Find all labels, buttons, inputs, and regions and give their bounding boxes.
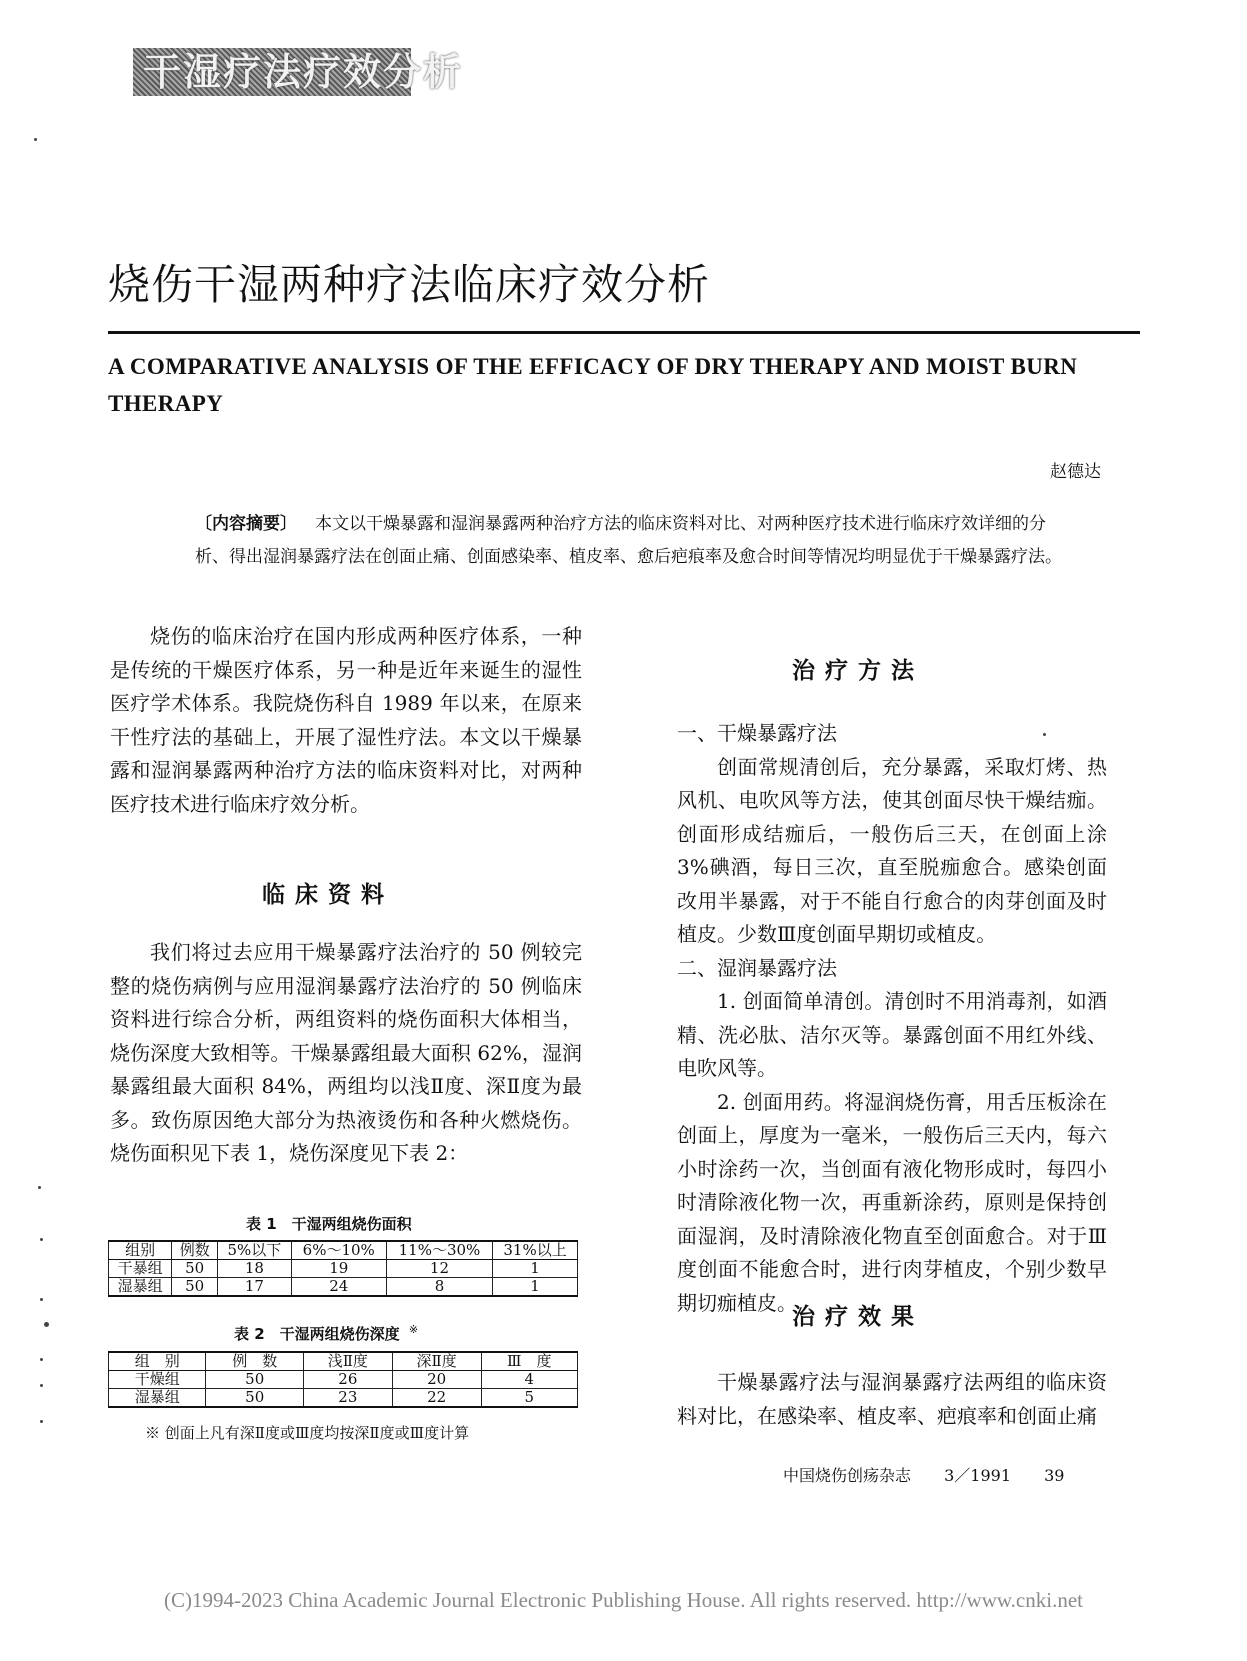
- english-title: A COMPARATIVE ANALYSIS OF THE EFFICACY OF DRY THERAPY AND MOIST BURN THERAPY: [108, 354, 1078, 416]
- scan-speck: [44, 1322, 49, 1327]
- heading-clinical-data: 临床资料: [262, 882, 394, 908]
- table-cell: 20: [392, 1371, 481, 1389]
- table-row: [109, 1371, 578, 1389]
- scan-speck: [40, 1298, 43, 1301]
- table-header-row: [109, 1241, 578, 1260]
- author-name: 赵德达: [1050, 462, 1101, 482]
- intro-paragraph: [110, 620, 582, 821]
- moist-step-1: 1. 创面简单清创。清创时不用消毒剂，如酒精、洗必肽、洁尔灭等。暴露创面不用红外线、电吹风等。: [677, 989, 1107, 1080]
- table-header-cell: 浅Ⅱ度: [303, 1352, 392, 1371]
- table-cell: 19: [291, 1260, 386, 1278]
- table-cell: 18: [218, 1260, 292, 1278]
- table-header-cell: 5%以下: [218, 1241, 292, 1260]
- table-cell: 26: [303, 1371, 392, 1389]
- heading-treatment-methods: 治疗方法: [792, 658, 924, 684]
- table2-caption-text: 表 2 干湿两组烧伤深度: [234, 1325, 400, 1343]
- table-header-row: [109, 1352, 578, 1371]
- moist-therapy-heading: 二、湿润暴露疗法: [677, 955, 837, 980]
- article-title: 烧伤干湿两种疗法临床疗效分析: [108, 260, 711, 309]
- scan-speck: [40, 1384, 43, 1387]
- moist-step-2: 2. 创面用药。将湿润烧伤膏，用舌压板涂在创面上，厚度为一毫米，一般伤后三天内，每六小时涂药一次，当创面有液化物形成时，每四小时清除液化物一次，再重新涂药，原则是保持创面湿润，及时清除液化物直至创面愈合。对于Ⅲ度创面不能愈合时，进行肉芽植皮，个别少数早期切痂植皮。: [677, 1089, 1107, 1315]
- table-cell: 50: [206, 1389, 303, 1408]
- table1-burn-area: [108, 1240, 578, 1297]
- section-banner: 干湿疗法疗效分析: [133, 48, 411, 96]
- table-cell: 50: [206, 1371, 303, 1389]
- table2-caption: [234, 1323, 418, 1344]
- scan-speck: [34, 138, 37, 141]
- table-header-cell: 11%～30%: [386, 1241, 492, 1260]
- abstract-text: 本文以干燥暴露和湿润暴露两种治疗方法的临床资料对比、对两种医疗技术进行临床疗效详细的分析、得出湿润暴露疗法在创面止痛、创面感染率、植皮率、愈后疤痕率及愈合时间等情况均明显优于干燥暴露疗法。: [195, 514, 1062, 567]
- table-header-cell: Ⅲ 度: [481, 1352, 578, 1371]
- table-cell: 50: [172, 1260, 218, 1278]
- table-cell: 24: [291, 1278, 386, 1297]
- table-cell: 5: [481, 1389, 578, 1408]
- table-cell: 22: [392, 1389, 481, 1408]
- journal-name: 中国烧伤创疡杂志: [783, 1466, 912, 1485]
- table2-caption-mark: ※: [408, 1323, 419, 1336]
- table-header-cell: 例数: [172, 1241, 218, 1260]
- abstract-label: 〔内容摘要〕: [195, 514, 297, 534]
- scan-speck: [40, 1420, 43, 1423]
- table2-burn-depth: [108, 1351, 578, 1408]
- clinical-text: 我们将过去应用干燥暴露疗法治疗的 50 例较完整的烧伤病例与应用湿润暴露疗法治疗的 50 例临床资料进行综合分析，两组资料的烧伤面积大体相当，烧伤深度大致相等。干燥暴露组最大面积 62%，湿润暴露组最大面积 84%，两组均以浅Ⅱ度、深Ⅱ度为最多。致伤原因绝大部分为热液烫伤和各种火燃烧伤。烧伤面积见下表 1，烧伤深度见下表 2：: [110, 940, 582, 1165]
- effect-text: 干燥暴露疗法与湿润暴露疗法两组的临床资料对比，在感染率、植皮率、疤痕率和创面止痛: [677, 1370, 1107, 1428]
- scan-speck: [40, 1238, 43, 1241]
- table-cell: 干暴组: [109, 1260, 172, 1278]
- clinical-paragraph: [110, 936, 582, 1171]
- table-cell: 湿暴组: [109, 1278, 172, 1297]
- table1-caption: 表 1 干湿两组烧伤面积: [246, 1215, 412, 1233]
- table-row: [109, 1389, 578, 1408]
- journal-footer: [783, 1463, 1143, 1486]
- abstract: [195, 508, 1065, 574]
- table-footnote: ※ 创面上凡有深Ⅱ度或Ⅲ度均按深Ⅱ度或Ⅲ度计算: [145, 1424, 470, 1442]
- table-cell: 17: [218, 1278, 292, 1297]
- table-row: [109, 1278, 578, 1297]
- table-header-cell: 组 别: [109, 1352, 206, 1371]
- scan-speck: [38, 1186, 41, 1189]
- table-cell: 干燥组: [109, 1371, 206, 1389]
- table-cell: 湿暴组: [109, 1389, 206, 1408]
- table-cell: 23: [303, 1389, 392, 1408]
- dry-therapy-heading: 一、干燥暴露疗法: [677, 721, 837, 745]
- table-cell: 4: [481, 1371, 578, 1389]
- table-cell: 1: [493, 1260, 578, 1278]
- table-header-cell: 6%～10%: [291, 1241, 386, 1260]
- table-cell: 1: [493, 1278, 578, 1297]
- copyright-footer: (C)1994-2023 China Academic Journal Electronic Publishing House. All rights reserved. http://www.cnki.net: [164, 1588, 1083, 1612]
- table-header-cell: 31%以上: [493, 1241, 578, 1260]
- table-header-cell: 组别: [109, 1241, 172, 1260]
- effect-paragraph: [677, 1366, 1107, 1433]
- table-cell: 12: [386, 1260, 492, 1278]
- scan-speck: [40, 1358, 43, 1361]
- journal-issue: 3／1991: [944, 1466, 1012, 1485]
- intro-text: 烧伤的临床治疗在国内形成两种医疗体系，一种是传统的干燥医疗体系，另一种是近年来诞生的湿性医疗学术体系。我院烧伤科自 1989 年以来，在原来干性疗法的基础上，开展了湿性疗法。本文以干燥暴露和湿润暴露两种治疗方法的临床资料对比，对两种医疗技术进行临床疗效分析。: [110, 624, 582, 816]
- table-header-cell: 深Ⅱ度: [392, 1352, 481, 1371]
- title-rule: [108, 331, 1140, 334]
- page-number: 39: [1044, 1466, 1065, 1485]
- table-cell: 8: [386, 1278, 492, 1297]
- table-row: [109, 1260, 578, 1278]
- table-header-cell: 例 数: [206, 1352, 303, 1371]
- methods-body: [677, 717, 1107, 1320]
- dry-therapy-text: 创面常规清创后，充分暴露，采取灯烤、热风机、电吹风等方法，使其创面尽快干燥结痂。创面形成结痂后，一般伤后三天，在创面上涂3%碘酒，每日三次，直至脱痂愈合。感染创面改用半暴露，对于不能自行愈合的肉芽创面及时植皮。少数Ⅲ度创面早期切或植皮。: [677, 754, 1107, 946]
- table-cell: 50: [172, 1278, 218, 1297]
- heading-treatment-effect: 治疗效果: [792, 1304, 924, 1330]
